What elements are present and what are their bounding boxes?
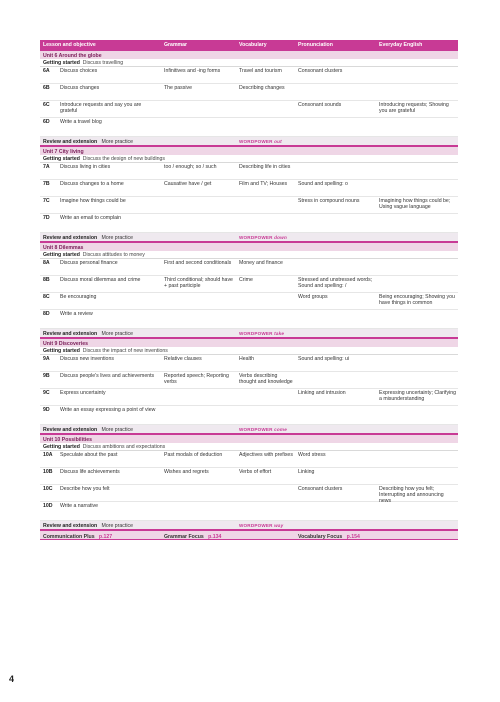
lesson-objective: Discuss choices xyxy=(60,68,98,74)
wordpower-label: WORDPOWER xyxy=(239,523,273,528)
review-row xyxy=(40,233,458,242)
lesson-objective: Express uncertainty xyxy=(60,390,106,396)
unit-title-row xyxy=(40,242,458,251)
lesson-objective: Speculate about the past xyxy=(60,452,118,458)
footer-vocabulary: Vocabulary Focus p.154 xyxy=(298,533,360,540)
review-row xyxy=(40,521,458,530)
lesson-vocabulary: Describing changes xyxy=(239,85,285,91)
lesson-code: 9C xyxy=(43,390,50,396)
getting-started xyxy=(43,60,343,66)
lesson-grammar: Relative clauses xyxy=(164,356,202,362)
lesson-pronunciation: Linking xyxy=(298,469,315,475)
getting-started-row xyxy=(40,251,458,259)
lesson-code: 6C xyxy=(43,102,50,108)
lesson-objective: Write a travel blog xyxy=(60,119,102,125)
lesson-pronunciation: Stress in compound nouns xyxy=(298,198,360,204)
lesson-vocabulary: Describing life in cities xyxy=(239,164,291,170)
review-extension xyxy=(43,331,163,337)
lesson-row xyxy=(40,293,458,310)
lesson-code: 6D xyxy=(43,119,50,125)
more-practice: More practice xyxy=(101,523,133,529)
contents-table xyxy=(40,40,458,540)
lesson-objective: Write an essay expressing a point of view xyxy=(60,407,156,413)
unit-title: Unit 7 City living xyxy=(43,148,84,155)
wordpower-word: out xyxy=(274,139,282,144)
review-row xyxy=(40,425,458,434)
header-everyday-english: Everyday English xyxy=(379,42,423,48)
lesson-code: 9A xyxy=(43,356,50,362)
lesson-code: 9B xyxy=(43,373,50,379)
wordpower xyxy=(239,427,339,433)
header-vocabulary: Vocabulary xyxy=(239,42,267,48)
unit-title-row xyxy=(40,338,458,347)
lesson-row xyxy=(40,197,458,214)
getting-started-text: Discuss ambitions and expectations xyxy=(82,444,166,450)
lesson-grammar: Third conditional; should have + past participle xyxy=(164,277,233,290)
review-label: Review and extension xyxy=(43,139,98,145)
lesson-row xyxy=(40,118,458,137)
lesson-vocabulary: Money and finance xyxy=(239,260,283,266)
lesson-objective: Write a narrative xyxy=(60,503,98,509)
wordpower-word: way xyxy=(274,523,284,528)
review-row xyxy=(40,137,458,146)
lesson-objective: Discuss changes to a home xyxy=(60,181,124,187)
table-header xyxy=(40,40,458,50)
lesson-pronunciation: Consonant clusters xyxy=(298,68,343,74)
getting-started-text: Discuss attitudes to money xyxy=(82,252,145,258)
lesson-pronunciation: Stressed and unstressed words; Sound and spelling: / xyxy=(298,277,373,290)
lesson-row xyxy=(40,355,458,372)
getting-started-label: Getting started xyxy=(43,156,80,162)
lesson-everyday-english: Describing how you felt; Interrupting and announcing xyxy=(379,486,444,499)
lesson-code: 7B xyxy=(43,181,50,187)
lesson-code: 10C xyxy=(43,486,53,492)
lesson-objective: Discuss moral dilemmas and crime xyxy=(60,277,141,283)
table-footer xyxy=(40,530,458,540)
lesson-vocabulary: Travel and tourism xyxy=(239,68,282,74)
wordpower-label: WORDPOWER xyxy=(239,427,273,432)
review-label: Review and extension xyxy=(43,523,98,529)
wordpower-label: WORDPOWER xyxy=(239,331,273,336)
lesson-objective: Describe how you felt xyxy=(60,486,110,492)
review-extension xyxy=(43,139,163,145)
lesson-code: 8C xyxy=(43,294,50,300)
lesson-grammar: Reported speech; Reporting verbs xyxy=(164,373,229,386)
lesson-objective: Imagine how things could be xyxy=(60,198,126,204)
wordpower-word: down xyxy=(274,235,287,240)
unit-title: Unit 6 Around the globe xyxy=(43,52,102,59)
review-extension xyxy=(43,523,163,529)
lesson-row xyxy=(40,276,458,293)
lesson-pronunciation: Sound and spelling: ui xyxy=(298,356,350,362)
lesson-vocabulary: Crime xyxy=(239,277,253,283)
lesson-objective: Introduce requests and say you are grateful xyxy=(60,102,142,115)
lesson-row xyxy=(40,259,458,276)
lesson-vocabulary: Health xyxy=(239,356,254,362)
lesson-vocabulary: Verbs of effort xyxy=(239,469,272,475)
wordpower-word: take xyxy=(274,331,285,336)
lesson-code: 8B xyxy=(43,277,50,283)
getting-started xyxy=(43,156,343,162)
lesson-row xyxy=(40,163,458,180)
header-pronunciation: Pronunciation xyxy=(298,42,333,48)
lesson-code: 8D xyxy=(43,311,50,317)
lesson-row xyxy=(40,180,458,197)
getting-started-text: Discuss travelling xyxy=(82,60,124,66)
unit-title: Unit 10 Possibilities xyxy=(43,436,93,443)
getting-started-row xyxy=(40,155,458,163)
wordpower xyxy=(239,235,339,241)
lesson-pronunciation: Consonant clusters xyxy=(298,486,343,492)
getting-started-label: Getting started xyxy=(43,444,80,450)
lesson-objective: Discuss life achievements xyxy=(60,469,120,475)
lesson-grammar: The passive xyxy=(164,85,192,91)
lesson-pronunciation: Word groups xyxy=(298,294,328,300)
lesson-objective: Be encouraging xyxy=(60,294,97,300)
lesson-code: 9D xyxy=(43,407,50,413)
lesson-grammar: Causative have / get xyxy=(164,181,212,187)
lesson-vocabulary: Adjectives with prefixes xyxy=(239,452,293,458)
wordpower-word: come xyxy=(274,427,287,432)
getting-started xyxy=(43,348,343,354)
review-extension xyxy=(43,235,163,241)
lesson-row xyxy=(40,502,458,521)
lesson-grammar: Wishes and regrets xyxy=(164,469,209,475)
footer-grammar: Grammar Focus p.134 xyxy=(164,533,222,540)
review-extension xyxy=(43,427,163,433)
lesson-grammar: Infinitives and -ing forms xyxy=(164,68,221,74)
lesson-code: 6A xyxy=(43,68,50,74)
lesson-everyday-english: Being encouraging; Showing you have things in common xyxy=(379,294,455,307)
lesson-code: 10A xyxy=(43,452,53,458)
lesson-grammar: First and second conditionals xyxy=(164,260,232,266)
unit-title-row xyxy=(40,434,458,443)
getting-started xyxy=(43,252,343,258)
lesson-objective: Discuss personal finance xyxy=(60,260,118,266)
lesson-row xyxy=(40,67,458,84)
header-grammar: Grammar xyxy=(164,42,188,48)
lesson-grammar: too / enough; so / such xyxy=(164,164,217,170)
lesson-pronunciation: Sound and spelling: o xyxy=(298,181,348,187)
lesson-row xyxy=(40,372,458,389)
unit-title: Unit 9 Discoveries xyxy=(43,340,88,347)
lesson-pronunciation: Consonant sounds xyxy=(298,102,342,108)
more-practice: More practice xyxy=(101,427,133,433)
lesson-vocabulary: Film and TV; Houses xyxy=(239,181,288,187)
lesson-vocabulary: Verbs describing thought and knowledge xyxy=(239,373,293,386)
review-row xyxy=(40,329,458,338)
wordpower xyxy=(239,139,339,145)
lesson-row xyxy=(40,451,458,468)
lesson-objective: Discuss living in cities xyxy=(60,164,111,170)
footer-communication: Communication Plus p.127 xyxy=(43,533,113,540)
lesson-objective: Discuss changes xyxy=(60,85,100,91)
getting-started-row xyxy=(40,443,458,451)
lesson-row xyxy=(40,84,458,101)
lesson-everyday-english: Imagining how things could be; Using vague language xyxy=(379,198,451,211)
unit-title-row xyxy=(40,50,458,59)
getting-started-label: Getting started xyxy=(43,252,80,258)
lesson-row xyxy=(40,406,458,425)
page-number: 4 xyxy=(9,674,15,684)
lesson-grammar: Past modals of deduction xyxy=(164,452,223,458)
more-practice: More practice xyxy=(101,139,133,145)
lesson-pronunciation: Linking and intrusion xyxy=(298,390,346,396)
lesson-code: 7A xyxy=(43,164,50,170)
lesson-pronunciation: Word stress xyxy=(298,452,326,458)
lesson-row xyxy=(40,389,458,406)
getting-started-row xyxy=(40,59,458,67)
lesson-objective: Discuss people's lives and achievements xyxy=(60,373,155,379)
lesson-code: 8A xyxy=(43,260,50,266)
unit-title-row xyxy=(40,146,458,155)
lesson-row xyxy=(40,468,458,485)
lesson-everyday-english: Expressing uncertainty; Clarifying a misunderstanding xyxy=(379,390,456,403)
header-objective: Lesson and objective xyxy=(43,42,96,48)
lesson-code: 7D xyxy=(43,215,50,221)
lesson-row xyxy=(40,485,458,502)
review-label: Review and extension xyxy=(43,235,98,241)
wordpower xyxy=(239,331,339,337)
wordpower xyxy=(239,523,339,529)
getting-started-label: Getting started xyxy=(43,60,80,66)
review-label: Review and extension xyxy=(43,427,98,433)
lesson-code: 10D xyxy=(43,503,53,509)
lesson-everyday-english: Introducing requests; Showing you are grateful xyxy=(379,102,449,115)
getting-started xyxy=(43,444,343,450)
lesson-objective: Write an email to complain xyxy=(60,215,122,221)
lesson-code: 10B xyxy=(43,469,53,475)
more-practice: More practice xyxy=(101,331,133,337)
review-label: Review and extension xyxy=(43,331,98,337)
getting-started-label: Getting started xyxy=(43,348,80,354)
getting-started-text: Discuss the impact of new inventions xyxy=(82,348,168,354)
wordpower-label: WORDPOWER xyxy=(239,235,273,240)
wordpower-label: WORDPOWER xyxy=(239,139,273,144)
getting-started-text: Discuss the design of new buildings xyxy=(82,156,165,162)
lesson-row xyxy=(40,310,458,329)
more-practice: More practice xyxy=(101,235,133,241)
lesson-code: 7C xyxy=(43,198,50,204)
unit-title: Unit 8 Dilemmas xyxy=(43,244,84,251)
lesson-row xyxy=(40,214,458,233)
getting-started-row xyxy=(40,347,458,355)
units-container xyxy=(40,50,458,530)
lesson-objective: Write a review xyxy=(60,311,93,317)
lesson-code: 6B xyxy=(43,85,50,91)
lesson-objective: Discuss new inventions xyxy=(60,356,114,362)
lesson-row xyxy=(40,101,458,118)
